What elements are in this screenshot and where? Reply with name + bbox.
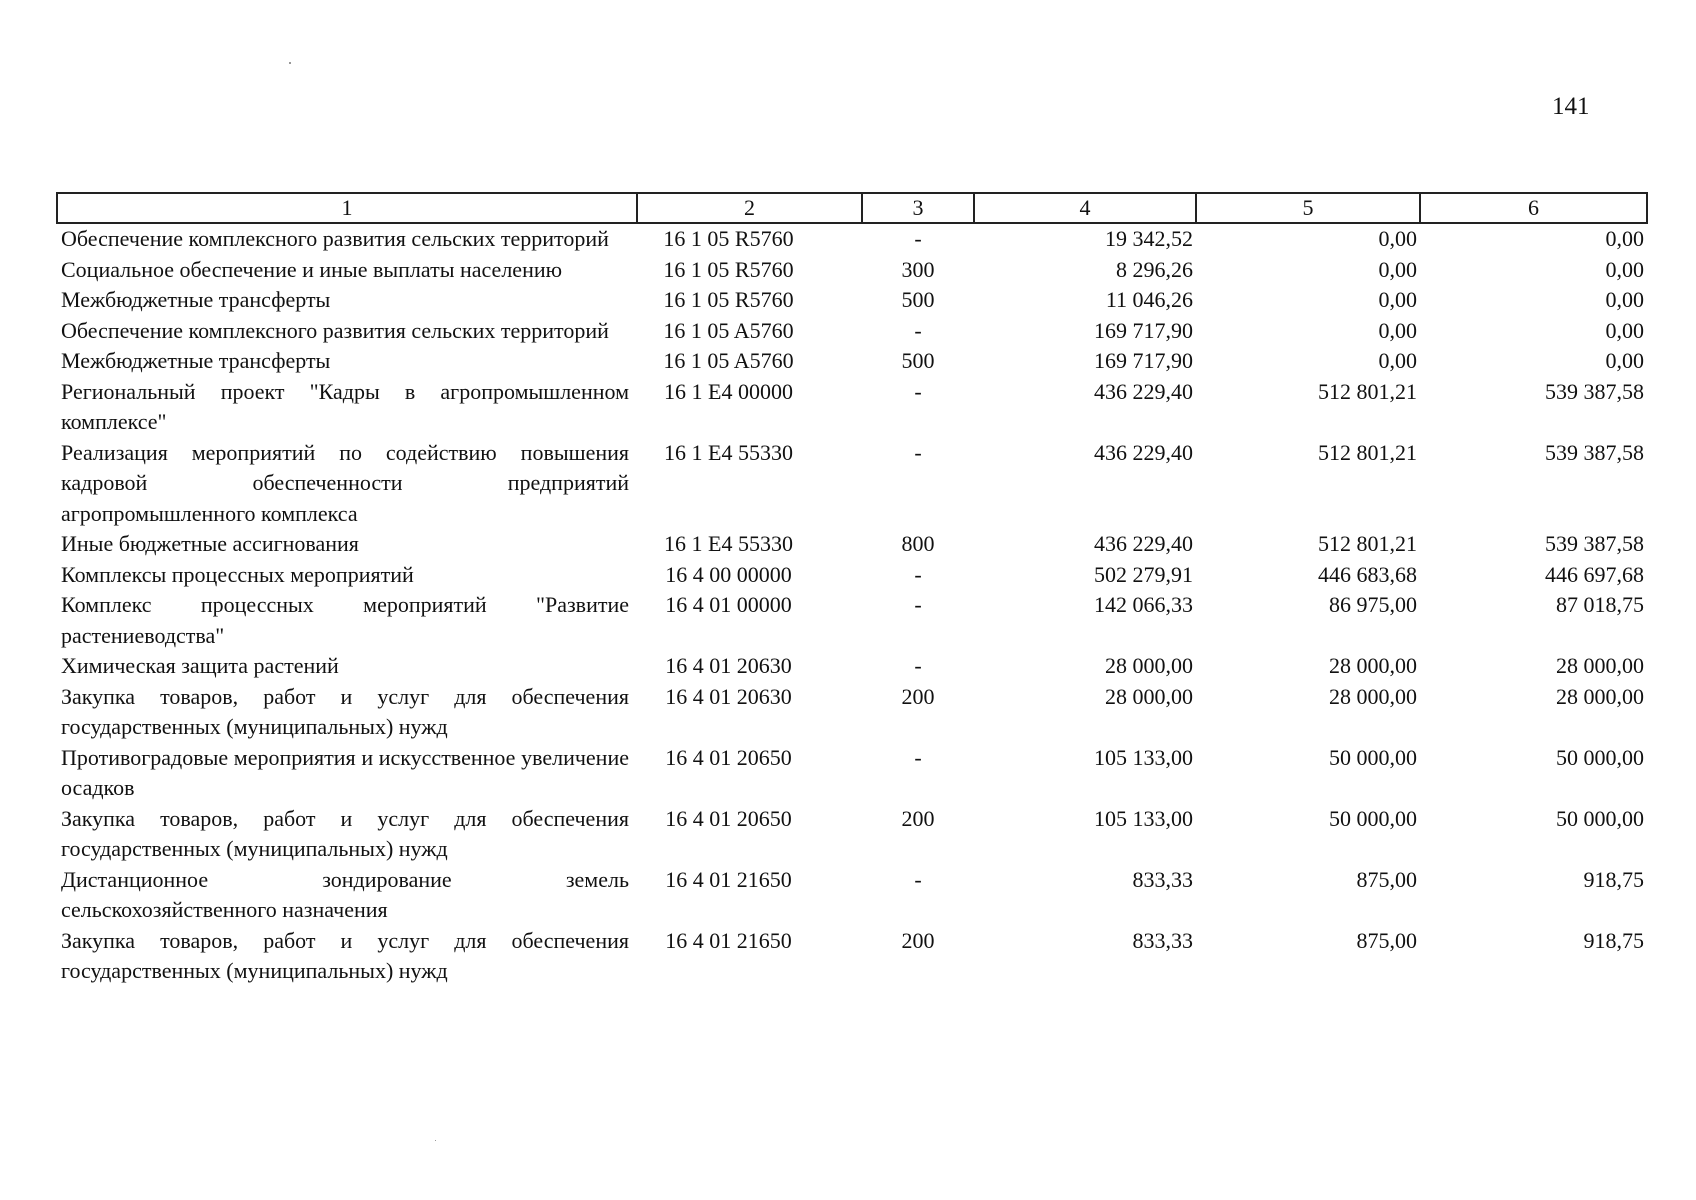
row-code: 16 4 01 20630	[665, 683, 792, 709]
row-code: 16 1 05 A5760	[663, 317, 794, 343]
row-code: 16 1 E4 55330	[664, 439, 793, 465]
table-row	[57, 529, 1647, 560]
row-amount-col5: 512 801,21	[1318, 439, 1417, 465]
row-amount-col4: 28 000,00	[1105, 653, 1193, 678]
row-amount-col6: 918,75	[1583, 927, 1644, 953]
row-amount-col4: 142 066,33	[1094, 592, 1193, 617]
table-row	[57, 223, 1647, 255]
table-row	[57, 438, 1647, 530]
row-expense-type: -	[914, 226, 922, 251]
row-amount-col6: 87 018,75	[1556, 592, 1644, 617]
table-row	[57, 285, 1647, 316]
row-name: Межбюджетные трансферты	[61, 287, 331, 312]
table-row	[57, 346, 1647, 377]
table-body	[57, 223, 1647, 987]
row-name: Противоградовые мероприятия и искусственное увеличение осадков	[61, 744, 629, 800]
row-expense-type: 200	[901, 683, 935, 709]
row-amount-col6: 0,00	[1605, 226, 1644, 251]
row-expense-type: -	[914, 744, 922, 770]
table-header-row	[57, 193, 1647, 223]
row-code: 16 1 E4 55330	[664, 531, 793, 556]
row-amount-col5: 28 000,00	[1329, 683, 1417, 709]
row-amount-col4: 105 133,00	[1094, 805, 1193, 831]
row-amount-col4: 169 717,90	[1094, 317, 1193, 343]
row-expense-type: 800	[901, 531, 935, 556]
row-name: Социальное обеспечение и иные выплаты населению	[61, 256, 563, 282]
row-amount-col5: 50 000,00	[1329, 744, 1417, 770]
row-name: Комплекс процессных мероприятий "Развитие растениеводства"	[61, 592, 629, 648]
row-expense-type: -	[914, 653, 922, 678]
page-number: 141	[1552, 93, 1590, 120]
row-name: Дистанционное зондирование земель сельскохозяйственного назначения	[61, 866, 629, 922]
row-expense-type: 300	[901, 256, 935, 282]
row-amount-col5: 50 000,00	[1329, 805, 1417, 831]
row-amount-col6: 28 000,00	[1556, 683, 1644, 709]
row-amount-col5: 28 000,00	[1329, 653, 1417, 678]
row-amount-col6: 50 000,00	[1556, 744, 1644, 770]
budget-table	[56, 192, 1648, 987]
row-code: 16 4 01 20630	[665, 653, 792, 678]
row-amount-col5: 512 801,21	[1318, 378, 1417, 404]
row-amount-col6: 28 000,00	[1556, 653, 1644, 678]
row-amount-col4: 105 133,00	[1094, 744, 1193, 770]
column-header-3: 3	[862, 193, 974, 223]
row-code: 16 4 01 21650	[665, 927, 792, 953]
row-expense-type: -	[914, 866, 922, 892]
row-amount-col5: 0,00	[1378, 256, 1417, 282]
row-amount-col4: 11 046,26	[1105, 287, 1193, 312]
row-amount-col6: 0,00	[1605, 287, 1644, 312]
row-code: 16 1 05 R5760	[663, 226, 794, 251]
row-expense-type: -	[914, 561, 922, 587]
column-header-1: 1	[57, 193, 637, 223]
row-code: 16 4 01 00000	[665, 592, 792, 617]
row-name: Обеспечение комплексного развития сельских территорий	[61, 317, 609, 343]
row-amount-col5: 875,00	[1356, 927, 1417, 953]
row-amount-col4: 19 342,52	[1105, 226, 1193, 251]
row-name: Химическая защита растений	[61, 653, 339, 678]
row-amount-col5: 875,00	[1356, 866, 1417, 892]
row-name: Закупка товаров, работ и услуг для обеспечения государственных (муниципальных) нужд	[61, 805, 629, 861]
column-header-5: 5	[1196, 193, 1420, 223]
row-code: 16 4 01 21650	[665, 866, 792, 892]
row-expense-type: 200	[901, 927, 935, 953]
row-name: Межбюджетные трансферты	[61, 348, 331, 373]
row-code: 16 1 05 R5760	[663, 287, 794, 312]
row-amount-col4: 169 717,90	[1094, 348, 1193, 373]
row-amount-col6: 539 387,58	[1545, 531, 1644, 556]
table-row	[57, 590, 1647, 651]
row-amount-col5: 0,00	[1378, 287, 1417, 312]
table-row	[57, 316, 1647, 347]
column-header-4: 4	[974, 193, 1196, 223]
row-expense-type: 500	[901, 348, 935, 373]
row-name: Обеспечение комплексного развития сельских территорий	[61, 226, 609, 251]
row-amount-col5: 0,00	[1378, 317, 1417, 343]
row-name: Реализация мероприятий по содействию повышения кадровой обеспеченности предприятий агропромышленного комплекса	[61, 439, 629, 526]
row-amount-col4: 436 229,40	[1094, 531, 1193, 556]
row-code: 16 1 05 R5760	[663, 256, 794, 282]
row-amount-col4: 8 296,26	[1116, 256, 1193, 282]
row-amount-col6: 918,75	[1583, 866, 1644, 892]
row-code: 16 4 01 20650	[665, 805, 792, 831]
row-amount-col4: 502 279,91	[1094, 561, 1193, 587]
row-amount-col6: 50 000,00	[1556, 805, 1644, 831]
row-expense-type: 200	[901, 805, 935, 831]
scan-speck	[289, 62, 291, 64]
table-row	[57, 651, 1647, 682]
row-amount-col4: 436 229,40	[1094, 378, 1193, 404]
row-code: 16 4 00 00000	[665, 561, 792, 587]
table-row	[57, 560, 1647, 591]
row-code: 16 1 05 A5760	[663, 348, 794, 373]
table-row	[57, 865, 1647, 926]
row-expense-type: -	[914, 439, 922, 465]
row-amount-col6: 0,00	[1605, 348, 1644, 373]
row-name: Закупка товаров, работ и услуг для обеспечения государственных (муниципальных) нужд	[61, 927, 629, 983]
row-name: Закупка товаров, работ и услуг для обеспечения государственных (муниципальных) нужд	[61, 683, 629, 739]
column-header-6: 6	[1420, 193, 1647, 223]
row-amount-col6: 539 387,58	[1545, 439, 1644, 465]
row-code: 16 4 01 20650	[665, 744, 792, 770]
row-name: Комплексы процессных мероприятий	[61, 561, 414, 587]
table-row	[57, 743, 1647, 804]
row-amount-col5: 512 801,21	[1318, 531, 1417, 556]
row-amount-col6: 446 697,68	[1545, 561, 1644, 587]
row-name: Иные бюджетные ассигнования	[61, 531, 359, 556]
table-row	[57, 804, 1647, 865]
row-expense-type: -	[914, 592, 922, 617]
row-name: Региональный проект "Кадры в агропромышленном комплексе"	[61, 378, 629, 434]
scan-speck	[435, 1140, 436, 1141]
row-amount-col4: 436 229,40	[1094, 439, 1193, 465]
row-amount-col5: 0,00	[1378, 348, 1417, 373]
row-expense-type: -	[914, 317, 922, 343]
table-row	[57, 377, 1647, 438]
table-row	[57, 682, 1647, 743]
row-amount-col6: 539 387,58	[1545, 378, 1644, 404]
row-amount-col5: 0,00	[1378, 226, 1417, 251]
row-amount-col6: 0,00	[1605, 256, 1644, 282]
row-code: 16 1 E4 00000	[664, 378, 793, 404]
row-amount-col4: 28 000,00	[1105, 683, 1193, 709]
table-row	[57, 926, 1647, 987]
row-amount-col6: 0,00	[1605, 317, 1644, 343]
row-amount-col4: 833,33	[1132, 927, 1193, 953]
row-expense-type: 500	[901, 287, 935, 312]
row-expense-type: -	[914, 378, 922, 404]
row-amount-col5: 446 683,68	[1318, 561, 1417, 587]
table-row	[57, 255, 1647, 286]
row-amount-col5: 86 975,00	[1329, 592, 1417, 617]
row-amount-col4: 833,33	[1132, 866, 1193, 892]
column-header-2: 2	[637, 193, 862, 223]
